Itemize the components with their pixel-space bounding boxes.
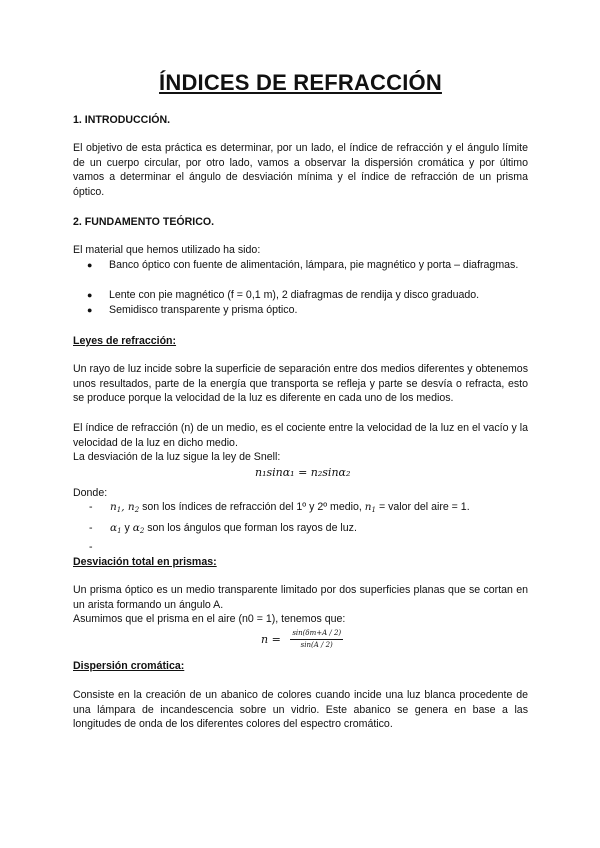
prism-formula	[261, 629, 343, 650]
intro-paragraph: El objetivo de esta práctica es determinar, por un lado, el índice de refracción y el ángulo límite de un cuerpo circular, por otro lado, vamos a observar la dispersión cromática y por último vamos a determinar el ángulo de desviación mínima y el índice de refracción de un prisma óptico.	[73, 142, 528, 198]
fundamento-heading: 2. FUNDAMENTO TEÓRICO.	[73, 216, 215, 228]
intro-heading: 1. INTRODUCCIÓN.	[73, 114, 171, 126]
donde-item-1-text: son los índices de refracción del 1º y 2º medio,	[139, 501, 365, 513]
prismas-heading: Desviación total en prismas:	[73, 556, 217, 568]
dash-marker: -	[89, 541, 93, 553]
prism-formula-denominator: sin(A / 2)	[300, 641, 333, 649]
material-item-text: Lente con pie magnético (f = 0,1 m), 2 diafragmas de rendija y disco graduado.	[109, 289, 480, 301]
prismas-paragraph-2: Asumimos que el prisma en el aire (n0 = 1), tenemos que:	[73, 613, 346, 625]
leyes-paragraph-1: Un rayo de luz incide sobre la superficie de separación entre dos medios diferentes y obtenemos unos resultados, parte de la energía que transporta se refleja y parte se desvía o refracta, esto se produce porque la velocidad de la luz es diferente en cada uno de los medios.	[73, 363, 528, 405]
material-item-1	[87, 258, 528, 273]
donde-item-1-tail: = valor del aire = 1.	[376, 501, 470, 513]
document-title: ÍNDICES DE REFRACCIÓN	[159, 70, 442, 95]
dispersion-heading: Dispersión cromática:	[73, 660, 185, 672]
leyes-paragraph-2: El índice de refracción (n) de un medio, es el cociente entre la velocidad de la luz en el vacío y la velocidad de la luz en dicho medio.	[73, 422, 528, 449]
snell-formula-text: n₁sinα₁ = n₂sinα₂	[255, 466, 351, 479]
snell-line: La desviación de la luz sigue la ley de Snell:	[73, 451, 281, 463]
dash-marker: -	[89, 522, 93, 534]
donde-item-2-text: son los ángulos que forman los rayos de luz.	[144, 522, 357, 534]
prism-formula-lhs: n =	[261, 633, 281, 646]
donde-label: Donde:	[73, 487, 108, 499]
snell-formula	[255, 466, 350, 479]
bullet-icon: ●	[87, 260, 93, 270]
donde-item-1: $n_1$, $n_2$ son los índices de refracción del 1º y 2º medio, $n_1$ = valor del aire = 1.	[110, 501, 470, 514]
dash-marker: -	[89, 501, 93, 513]
material-item-text: Semidisco transparente y prisma óptico.	[109, 304, 298, 316]
material-item-2	[87, 288, 528, 303]
donde-item-2: $\alpha_1$ y $\alpha_2$ son los ángulos que forman los rayos de luz.	[110, 522, 357, 535]
bullet-icon: ●	[87, 290, 93, 300]
material-item-text: Banco óptico con fuente de alimentación, lámpara, pie magnético y porta – diafragmas.	[109, 259, 519, 271]
dispersion-paragraph: Consiste en la creación de un abanico de colores cuando incide una luz blanca procedente de una lámpara de incandescencia sobre un vidrio. Este abanico se genera en base a las longitudes de onda de los diferentes colores del espectro cromático.	[73, 689, 528, 731]
leyes-heading: Leyes de refracción:	[73, 335, 177, 347]
prism-formula-fraction	[290, 629, 343, 650]
material-item-3	[87, 303, 528, 318]
prismas-paragraph-1: Un prisma óptico es un medio transparente limitado por dos superficies planas que se cortan en un arista formando un ángulo A.	[73, 584, 528, 611]
bullet-icon: ●	[87, 305, 93, 315]
material-intro: El material que hemos utilizado ha sido:	[73, 244, 261, 256]
prism-formula-numerator: sin(δm+A / 2)	[290, 629, 343, 640]
